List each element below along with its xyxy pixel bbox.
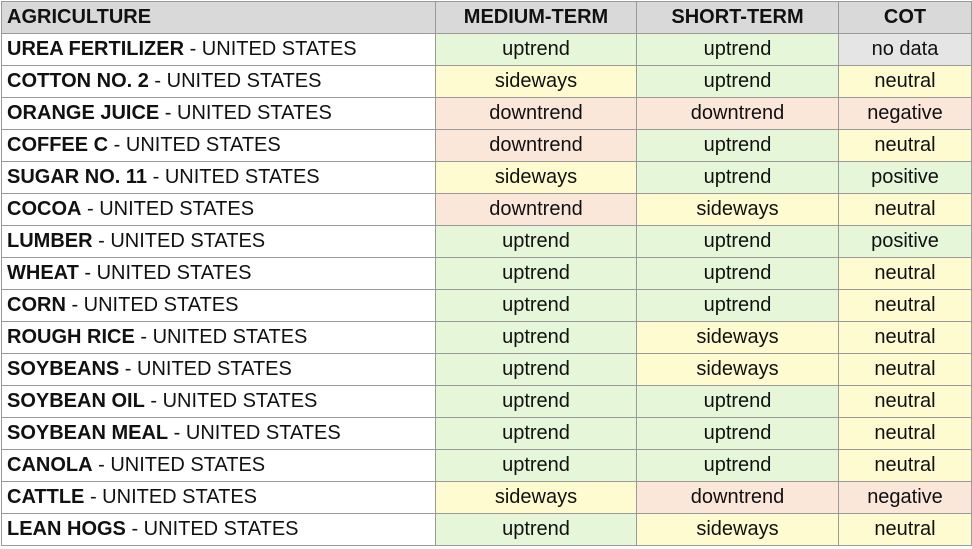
short-term-cell: uptrend bbox=[637, 226, 839, 258]
short-term-cell: sideways bbox=[637, 194, 839, 226]
short-term-cell: uptrend bbox=[637, 450, 839, 482]
commodity-cell bbox=[2, 162, 436, 194]
agriculture-trend-table bbox=[1, 1, 972, 546]
medium-term-cell: sideways bbox=[436, 162, 637, 194]
commodity-name: CORN bbox=[7, 294, 66, 316]
medium-term-cell: sideways bbox=[436, 482, 637, 514]
commodity-region: - UNITED STATES bbox=[147, 166, 320, 188]
commodity-cell bbox=[2, 386, 436, 418]
short-term-cell: sideways bbox=[637, 354, 839, 386]
table-row bbox=[2, 322, 972, 354]
medium-term-cell: uptrend bbox=[436, 514, 637, 546]
cot-cell: negative bbox=[839, 482, 972, 514]
short-term-cell: uptrend bbox=[637, 290, 839, 322]
header-cot: COT bbox=[839, 2, 972, 34]
commodity-cell bbox=[2, 130, 436, 162]
commodity-region: - UNITED STATES bbox=[159, 102, 332, 124]
table-row bbox=[2, 162, 972, 194]
table-row bbox=[2, 450, 972, 482]
commodity-cell bbox=[2, 450, 436, 482]
cot-cell: neutral bbox=[839, 418, 972, 450]
short-term-cell: uptrend bbox=[637, 258, 839, 290]
commodity-name: ORANGE JUICE bbox=[7, 102, 160, 124]
commodity-cell bbox=[2, 322, 436, 354]
table-row bbox=[2, 258, 972, 290]
medium-term-cell: uptrend bbox=[436, 322, 637, 354]
commodity-region: - UNITED STATES bbox=[81, 198, 255, 220]
short-term-cell: uptrend bbox=[637, 66, 839, 98]
short-term-cell: uptrend bbox=[637, 162, 839, 194]
commodity-cell bbox=[2, 258, 436, 290]
table-row bbox=[2, 194, 972, 226]
table-body bbox=[2, 34, 972, 546]
commodity-name: CANOLA bbox=[7, 454, 93, 476]
cot-cell: negative bbox=[839, 98, 972, 130]
table-row bbox=[2, 482, 972, 514]
commodity-region: - UNITED STATES bbox=[119, 358, 292, 380]
medium-term-cell: downtrend bbox=[436, 98, 637, 130]
short-term-cell: uptrend bbox=[637, 386, 839, 418]
commodity-region: - UNITED STATES bbox=[168, 422, 341, 444]
table-row bbox=[2, 418, 972, 450]
commodity-name: SOYBEANS bbox=[7, 358, 120, 380]
header-short-term: SHORT-TERM bbox=[637, 2, 839, 34]
commodity-name: SUGAR NO. 11 bbox=[7, 166, 148, 188]
short-term-cell: uptrend bbox=[637, 130, 839, 162]
commodity-region: - UNITED STATES bbox=[65, 294, 239, 316]
table-row bbox=[2, 130, 972, 162]
header-row bbox=[2, 2, 972, 34]
table-row bbox=[2, 98, 972, 130]
commodity-region: - UNITED STATES bbox=[125, 518, 299, 540]
cot-cell: neutral bbox=[839, 66, 972, 98]
cot-cell: neutral bbox=[839, 386, 972, 418]
cot-cell: neutral bbox=[839, 322, 972, 354]
table-row bbox=[2, 226, 972, 258]
commodity-region: - UNITED STATES bbox=[78, 262, 252, 284]
cot-cell: no data bbox=[839, 34, 972, 66]
medium-term-cell: uptrend bbox=[436, 450, 637, 482]
commodity-region: - UNITED STATES bbox=[184, 38, 357, 60]
cot-cell: positive bbox=[839, 226, 972, 258]
commodity-name: COFFEE C bbox=[7, 134, 109, 156]
commodity-cell bbox=[2, 290, 436, 322]
medium-term-cell: downtrend bbox=[436, 130, 637, 162]
medium-term-cell: uptrend bbox=[436, 418, 637, 450]
table-row bbox=[2, 514, 972, 546]
cot-cell: neutral bbox=[839, 450, 972, 482]
cot-cell: neutral bbox=[839, 258, 972, 290]
short-term-cell: uptrend bbox=[637, 418, 839, 450]
medium-term-cell: uptrend bbox=[436, 386, 637, 418]
commodity-region: - UNITED STATES bbox=[144, 390, 318, 412]
cot-cell: neutral bbox=[839, 194, 972, 226]
commodity-name: LEAN HOGS bbox=[7, 518, 126, 540]
header-category: AGRICULTURE bbox=[2, 2, 436, 34]
table-row bbox=[2, 66, 972, 98]
commodity-region: - UNITED STATES bbox=[92, 230, 266, 252]
commodity-name: COCOA bbox=[7, 198, 82, 220]
cot-cell: neutral bbox=[839, 290, 972, 322]
commodity-cell bbox=[2, 226, 436, 258]
medium-term-cell: sideways bbox=[436, 66, 637, 98]
commodity-cell bbox=[2, 194, 436, 226]
commodity-region: - UNITED STATES bbox=[134, 326, 308, 348]
medium-term-cell: uptrend bbox=[436, 354, 637, 386]
short-term-cell: downtrend bbox=[637, 98, 839, 130]
commodity-cell bbox=[2, 418, 436, 450]
medium-term-cell: uptrend bbox=[436, 34, 637, 66]
medium-term-cell: uptrend bbox=[436, 258, 637, 290]
cot-cell: neutral bbox=[839, 354, 972, 386]
table-row bbox=[2, 354, 972, 386]
commodity-name: CATTLE bbox=[7, 486, 85, 508]
commodity-cell bbox=[2, 34, 436, 66]
commodity-name: LUMBER bbox=[7, 230, 93, 252]
commodity-name: UREA FERTILIZER bbox=[7, 38, 185, 60]
commodity-name: COTTON NO. 2 bbox=[7, 70, 149, 92]
medium-term-cell: downtrend bbox=[436, 194, 637, 226]
commodity-name: SOYBEAN MEAL bbox=[7, 422, 169, 444]
medium-term-cell: uptrend bbox=[436, 226, 637, 258]
cot-cell: neutral bbox=[839, 514, 972, 546]
commodity-region: - UNITED STATES bbox=[148, 70, 322, 92]
commodity-cell bbox=[2, 354, 436, 386]
short-term-cell: downtrend bbox=[637, 482, 839, 514]
cot-cell: neutral bbox=[839, 130, 972, 162]
commodity-name: SOYBEAN OIL bbox=[7, 390, 145, 412]
table-row bbox=[2, 386, 972, 418]
commodity-cell bbox=[2, 66, 436, 98]
commodity-cell bbox=[2, 98, 436, 130]
table-row bbox=[2, 290, 972, 322]
commodity-region: - UNITED STATES bbox=[92, 454, 266, 476]
short-term-cell: sideways bbox=[637, 322, 839, 354]
table-row bbox=[2, 34, 972, 66]
commodity-cell bbox=[2, 482, 436, 514]
commodity-region: - UNITED STATES bbox=[108, 134, 281, 156]
commodity-name: ROUGH RICE bbox=[7, 326, 135, 348]
short-term-cell: uptrend bbox=[637, 34, 839, 66]
short-term-cell: sideways bbox=[637, 514, 839, 546]
header-medium-term: MEDIUM-TERM bbox=[436, 2, 637, 34]
commodity-region: - UNITED STATES bbox=[84, 486, 258, 508]
cot-cell: positive bbox=[839, 162, 972, 194]
medium-term-cell: uptrend bbox=[436, 290, 637, 322]
commodity-cell bbox=[2, 514, 436, 546]
commodity-name: WHEAT bbox=[7, 262, 79, 284]
